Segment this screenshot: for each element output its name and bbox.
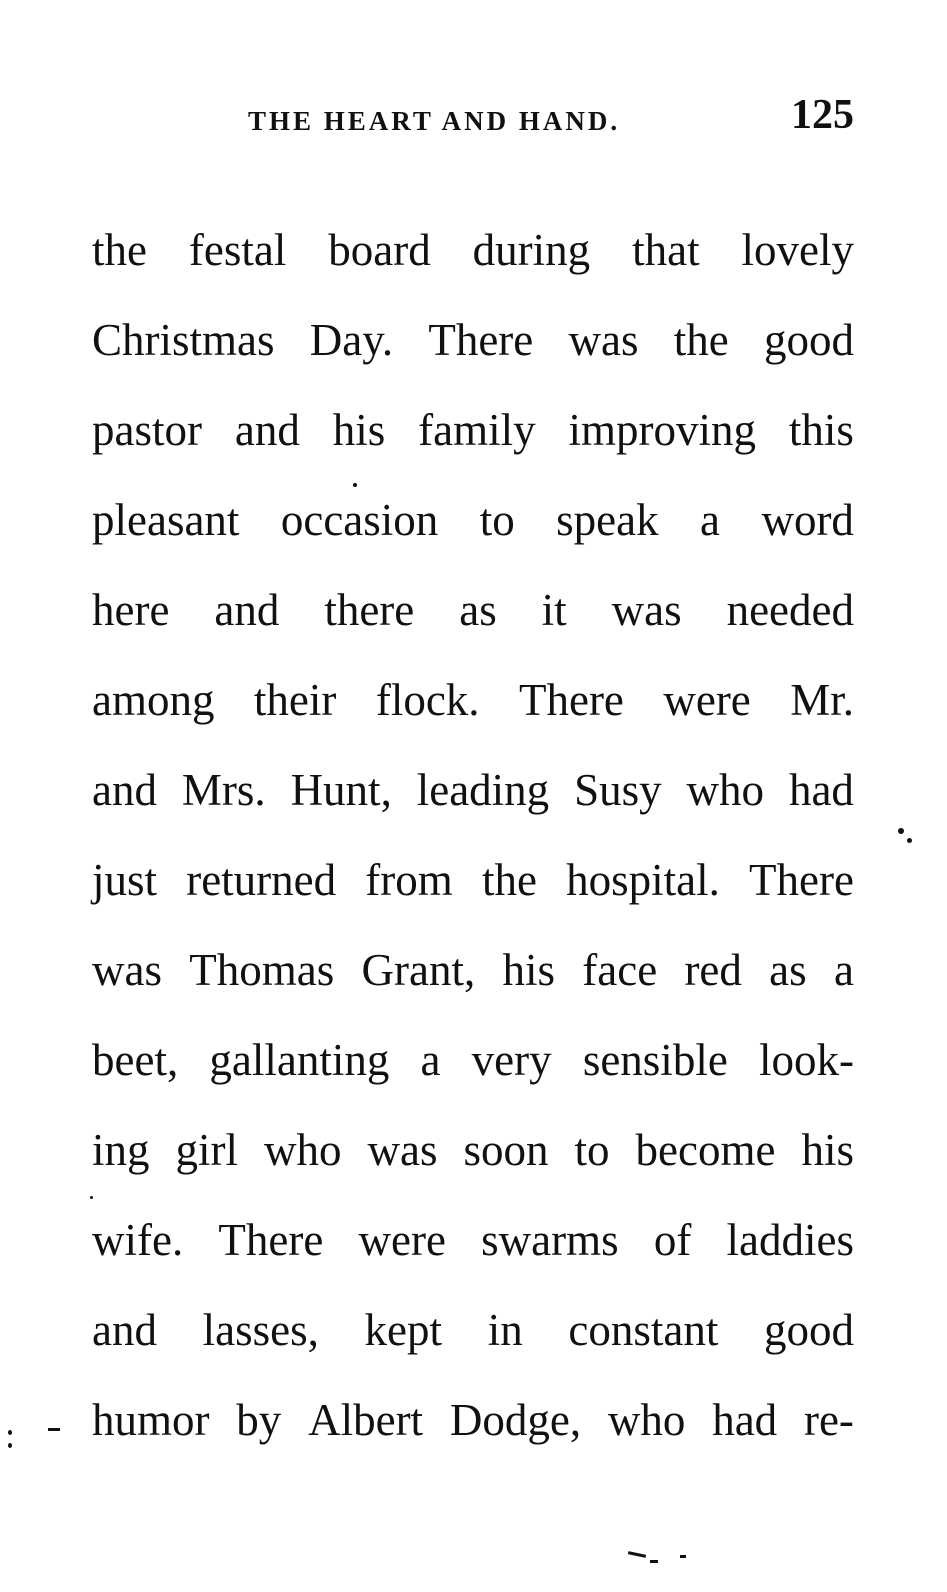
word: by — [236, 1395, 282, 1445]
word: and — [92, 1305, 157, 1355]
word: Christmas — [92, 315, 275, 365]
word: beet, — [92, 1035, 179, 1085]
word: this — [788, 405, 854, 455]
word: become — [635, 1125, 776, 1175]
word: leading — [416, 765, 550, 815]
word: girl — [175, 1125, 239, 1175]
word: it — [541, 585, 567, 635]
word: swarms — [481, 1215, 619, 1265]
word: lovely — [741, 225, 854, 275]
running-title: THE HEART AND HAND. — [248, 106, 621, 136]
word: among — [92, 675, 215, 725]
text-line — [92, 220, 854, 310]
word: were — [358, 1215, 446, 1265]
word: had — [788, 765, 854, 815]
word: There — [218, 1215, 324, 1265]
word: sensible — [582, 1035, 728, 1085]
word: face — [582, 945, 658, 995]
word: who — [264, 1125, 342, 1175]
word: family — [418, 405, 536, 455]
scan-speck — [8, 1430, 12, 1435]
word: here — [92, 585, 170, 635]
word: Susy — [574, 765, 662, 815]
word: Grant, — [361, 945, 476, 995]
page-number: 125 — [791, 92, 854, 138]
scan-dash — [628, 1551, 646, 1558]
word: who — [686, 765, 765, 815]
word: in — [487, 1305, 523, 1355]
text-line — [92, 670, 854, 760]
word: red — [684, 945, 742, 995]
word: had — [712, 1395, 778, 1445]
word: to — [574, 1125, 610, 1175]
word: Mrs. — [181, 765, 266, 815]
word: board — [328, 225, 431, 275]
word: Hunt, — [290, 765, 392, 815]
word: the — [92, 225, 147, 275]
word: Albert — [308, 1395, 424, 1445]
text-line — [92, 1390, 854, 1480]
text-line — [92, 580, 854, 670]
word: just — [92, 855, 158, 905]
text-line — [92, 760, 854, 850]
word: humor — [92, 1395, 210, 1445]
word: a — [420, 1035, 441, 1085]
word: Dodge, — [449, 1395, 582, 1445]
word: Thomas — [189, 945, 335, 995]
scan-dash — [48, 1428, 60, 1431]
word: who — [607, 1395, 686, 1445]
word: his — [502, 945, 555, 995]
word: There — [749, 855, 854, 905]
word: as — [769, 945, 807, 995]
scan-dash — [680, 1555, 686, 1558]
word: a — [700, 495, 721, 545]
word: re- — [803, 1395, 854, 1445]
scan-speck — [907, 838, 912, 843]
scan-speck — [8, 1443, 12, 1448]
word: lasses, — [202, 1305, 319, 1355]
word: was — [367, 1125, 438, 1175]
word: was — [568, 315, 639, 365]
scan-dash — [650, 1560, 658, 1563]
text-line — [92, 490, 854, 580]
word: pastor — [92, 405, 202, 455]
word: speak — [556, 495, 659, 545]
word: there — [324, 585, 415, 635]
word: their — [253, 675, 337, 725]
word: look- — [758, 1035, 854, 1085]
word: good — [763, 315, 854, 365]
scan-speck — [90, 1196, 93, 1199]
word: a — [833, 945, 854, 995]
word: and — [92, 765, 157, 815]
word: Mr. — [790, 675, 854, 725]
scan-speck — [898, 828, 904, 834]
word: were — [663, 675, 751, 725]
scan-speck — [353, 483, 357, 487]
body-text — [92, 220, 854, 1480]
word: hospital. — [566, 855, 720, 905]
word: to — [479, 495, 515, 545]
text-line — [92, 1030, 854, 1120]
text-line — [92, 400, 854, 490]
word: that — [632, 225, 700, 275]
word: occasion — [280, 495, 439, 545]
text-line — [92, 1300, 854, 1390]
word: and — [214, 585, 280, 635]
word: soon — [463, 1125, 549, 1175]
word: as — [459, 585, 497, 635]
word: improving — [568, 405, 757, 455]
word: word — [761, 495, 854, 545]
word: of — [653, 1215, 692, 1265]
running-head — [248, 92, 854, 142]
word: wife. — [92, 1215, 184, 1265]
word: his — [801, 1125, 854, 1175]
text-line — [92, 1210, 854, 1300]
word: his — [332, 405, 386, 455]
word: There — [518, 675, 624, 725]
word: kept — [364, 1305, 443, 1355]
word: the — [673, 315, 729, 365]
word: returned — [186, 855, 337, 905]
word: from — [365, 855, 453, 905]
word: good — [763, 1305, 854, 1355]
word: flock. — [375, 675, 480, 725]
text-line — [92, 850, 854, 940]
word: during — [472, 225, 591, 275]
word: constant — [568, 1305, 719, 1355]
word: the — [481, 855, 537, 905]
word: needed — [726, 585, 854, 635]
text-line — [92, 310, 854, 400]
word: pleasant — [92, 495, 240, 545]
word: was — [611, 585, 682, 635]
word: very — [471, 1035, 552, 1085]
word: festal — [188, 225, 287, 275]
word: was — [92, 945, 162, 995]
word: and — [234, 405, 300, 455]
text-line — [92, 1120, 854, 1210]
word: Day. — [309, 315, 394, 365]
word: laddies — [726, 1215, 854, 1265]
word: gallanting — [209, 1035, 390, 1085]
word: There — [428, 315, 534, 365]
text-line — [92, 940, 854, 1030]
word: ing — [92, 1125, 150, 1175]
